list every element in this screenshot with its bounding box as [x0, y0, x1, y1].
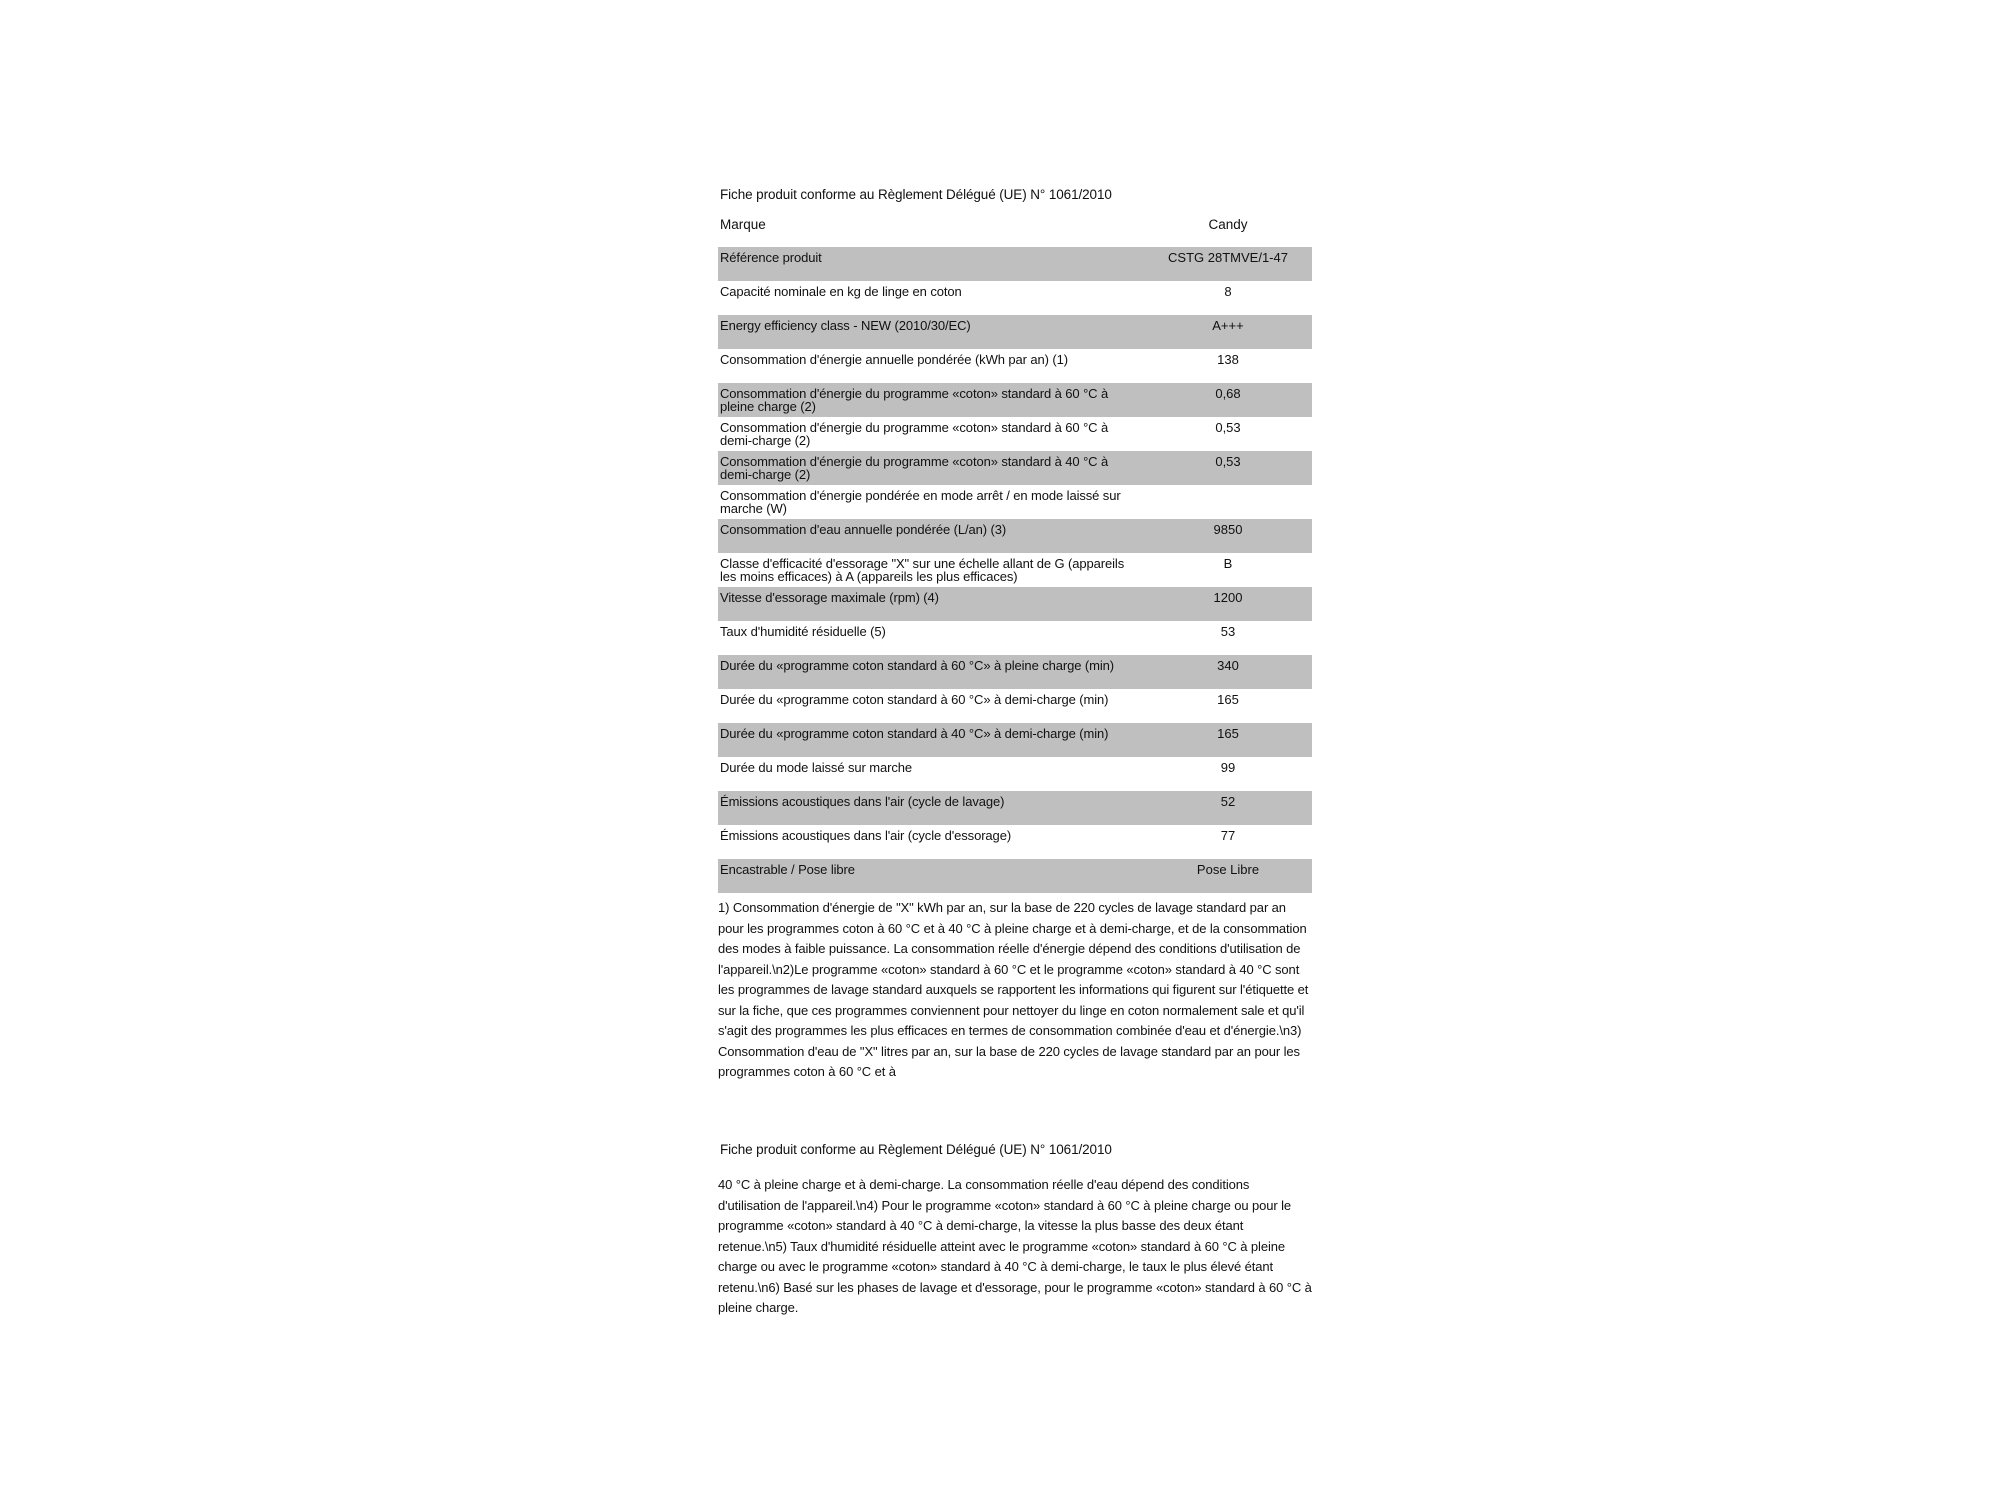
- table-row: [718, 247, 1312, 281]
- table-row: [718, 825, 1312, 859]
- row-value: 77: [1220, 828, 1236, 843]
- row-label: Capacité nominale en kg de linge en coton: [720, 284, 962, 299]
- spec-table: [718, 247, 1312, 893]
- table-row: [718, 553, 1312, 587]
- table-row: [718, 315, 1312, 349]
- table-row: [718, 757, 1312, 791]
- table-row: [718, 281, 1312, 315]
- row-value: 0,68: [1215, 386, 1241, 401]
- brand-label: Marque: [720, 217, 766, 232]
- row-value: A+++: [1212, 318, 1244, 333]
- table-row: [718, 621, 1312, 655]
- row-label: Vitesse d'essorage maximale (rpm) (4): [720, 590, 939, 605]
- row-value: 0,53: [1215, 420, 1241, 435]
- row-label: Durée du «programme coton standard à 60 °C» à demi-charge (min): [720, 692, 1109, 707]
- table-row: [718, 485, 1312, 519]
- row-label: Consommation d'énergie du programme «coton» standard à 60 °C à pleine charge (2): [720, 386, 1109, 414]
- row-label: Taux d'humidité résiduelle (5): [720, 624, 886, 639]
- row-label: Energy efficiency class - NEW (2010/30/EC): [720, 318, 971, 333]
- row-value: 1200: [1213, 590, 1243, 605]
- row-value: 340: [1217, 658, 1239, 673]
- table-row: [718, 417, 1312, 451]
- row-label: Consommation d'énergie du programme «coton» standard à 40 °C à demi-charge (2): [720, 454, 1109, 482]
- row-value: 8: [1224, 284, 1232, 299]
- row-value: 9850: [1213, 522, 1243, 537]
- table-row: [718, 655, 1312, 689]
- row-value: B: [1223, 556, 1233, 571]
- row-label: Consommation d'énergie pondérée en mode arrêt / en mode laissé sur marche (W): [720, 488, 1121, 516]
- row-label: Référence produit: [720, 250, 822, 265]
- row-value: CSTG 28TMVE/1-47: [1168, 250, 1288, 265]
- row-value: 52: [1220, 794, 1236, 809]
- row-label: Consommation d'eau annuelle pondérée (L/an) (3): [720, 522, 1007, 537]
- table-row: [718, 349, 1312, 383]
- table-row: [718, 451, 1312, 485]
- table-row: [718, 791, 1312, 825]
- row-label: Consommation d'énergie annuelle pondérée (kWh par an) (1): [720, 352, 1068, 367]
- row-label: Émissions acoustiques dans l'air (cycle de lavage): [720, 794, 1005, 809]
- row-value: 138: [1217, 352, 1239, 367]
- table-row: [718, 689, 1312, 723]
- row-value: 165: [1217, 692, 1239, 707]
- table-row: [718, 383, 1312, 417]
- brand-row: [718, 213, 1312, 243]
- row-label: Consommation d'énergie du programme «coton» standard à 60 °C à demi-charge (2): [720, 420, 1109, 448]
- table-row: [718, 723, 1312, 757]
- row-value: 0,53: [1215, 454, 1241, 469]
- row-value: 99: [1220, 760, 1236, 775]
- row-label: Durée du «programme coton standard à 60 °C» à pleine charge (min): [720, 658, 1114, 673]
- sheet-heading-repeat: Fiche produit conforme au Règlement Délégué (UE) N° 1061/2010: [720, 1142, 1112, 1157]
- row-label: Classe d'efficacité d'essorage "X" sur une échelle allant de G (appareils les moins efficaces) à A (appareils les plus efficaces): [720, 556, 1125, 584]
- sheet-heading: Fiche produit conforme au Règlement Délégué (UE) N° 1061/2010: [720, 187, 1112, 202]
- row-value: 165: [1217, 726, 1239, 741]
- row-label: Émissions acoustiques dans l'air (cycle d'essorage): [720, 828, 1012, 843]
- row-label: Durée du mode laissé sur marche: [720, 760, 912, 775]
- footnotes-page-1: 1) Consommation d'énergie de "X" kWh par an, sur la base de 220 cycles de lavage standard par an pour les programmes coton à 60 °C et à 40 °C à pleine charge et à demi-charge, et de la consommation des modes à faible puissance. La consommation réelle d'énergie dépend des conditions d'utilisation de l'appareil.\n2)Le programme «coton» standard à 60 °C et le programme «coton» standard à 40 °C sont les programmes de lavage standard auxquels se rapportent les informations qui figurent sur l'étiquette et sur la fiche, que ces programmes conviennent pour nettoyer du linge en coton normalement sale et qu'il s'agit des programmes les plus efficaces en termes de consommation combinée d'eau et d'énergie.\n3) Consommation d'eau de "X" litres par an, sur la base de 220 cycles de lavage standard par an pour les programmes coton à 60 °C et à: [718, 900, 1309, 1079]
- brand-value: Candy: [1208, 217, 1248, 232]
- footnotes-page-2: 40 °C à pleine charge et à demi-charge. La consommation réelle d'eau dépend des conditions d'utilisation de l'appareil.\n4) Pour le programme «coton» standard à 60 °C à pleine charge ou pour le programme «coton» standard à 40 °C à demi-charge, la vitesse la plus basse des deux étant retenue.\n5) Taux d'humidité résiduelle atteint avec le programme «coton» standard à 60 °C à pleine charge ou avec le programme «coton» standard à 40 °C à demi-charge, le taux le plus élevé étant retenu.\n6) Basé sur les phases de lavage et d'essorage, pour le programme «coton» standard à 60 °C à pleine charge.: [718, 1177, 1312, 1315]
- row-value: Pose Libre: [1196, 862, 1260, 877]
- row-value: 53: [1220, 624, 1236, 639]
- table-row: [718, 587, 1312, 621]
- table-row: [718, 519, 1312, 553]
- row-label: Encastrable / Pose libre: [720, 862, 855, 877]
- table-row: [718, 859, 1312, 893]
- row-label: Durée du «programme coton standard à 40 °C» à demi-charge (min): [720, 726, 1109, 741]
